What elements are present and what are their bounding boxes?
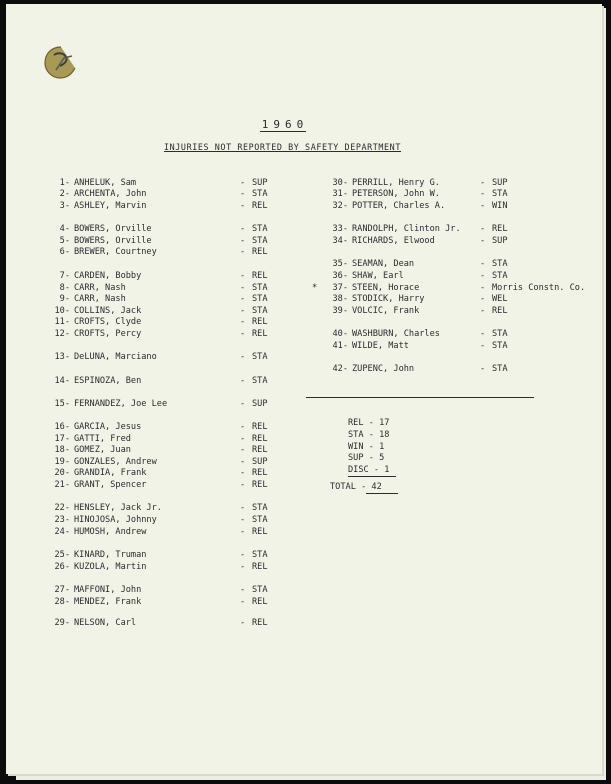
entry-number: 26- — [54, 562, 70, 572]
department-code: STA — [252, 306, 268, 316]
employee-name: CROFTS, Percy — [74, 329, 142, 339]
dash-separator: - — [240, 527, 246, 537]
entry-number: 36- — [332, 271, 348, 281]
employee-name: BOWERS, Orville — [74, 236, 152, 246]
employee-name: BREWER, Courtney — [74, 247, 157, 257]
employee-name: DeLUNA, Marciano — [74, 352, 157, 362]
entry-number: 16- — [54, 422, 70, 432]
employee-name: CARDEN, Bobby — [74, 271, 142, 281]
summary-total: TOTAL - 42 — [330, 482, 382, 492]
summary-line: STA - 18 — [348, 430, 390, 440]
department-code: STA — [492, 364, 508, 374]
entry-number: 35- — [332, 259, 348, 269]
dash-separator: - — [480, 329, 486, 339]
document-title: INJURIES NOT REPORTED BY SAFETY DEPARTMENT — [164, 142, 401, 152]
department-code: Morris Constn. Co. — [492, 283, 586, 293]
dash-separator: - — [240, 294, 246, 304]
entry-number: 40- — [332, 329, 348, 339]
summary-label: REL — [348, 418, 364, 428]
total-underline — [366, 493, 398, 494]
entry-number: 6- — [59, 247, 70, 257]
employee-name: VOLCIC, Frank — [352, 306, 420, 316]
department-code: SUP — [492, 236, 508, 246]
department-code: STA — [252, 236, 268, 246]
employee-name: FERNANDEZ, Joe Lee — [74, 399, 168, 409]
employee-name: CARR, Nash — [74, 294, 126, 304]
department-code: REL — [252, 480, 268, 490]
department-code: STA — [492, 341, 508, 351]
department-code: STA — [492, 259, 508, 269]
entry-number: 14- — [54, 376, 70, 386]
employee-name: RICHARDS, Elwood — [352, 236, 435, 246]
dash-separator: - — [240, 503, 246, 513]
dash-separator: - — [480, 201, 486, 211]
department-code: SUP — [252, 178, 268, 188]
entry-number: 24- — [54, 527, 70, 537]
employee-name: SEAMAN, Dean — [352, 259, 415, 269]
entry-number: 15- — [54, 399, 70, 409]
summary-value: 17 — [379, 418, 390, 428]
entry-number: 20- — [54, 468, 70, 478]
dash-separator: - — [240, 597, 246, 607]
dash-separator: - — [240, 376, 246, 386]
dash-separator: - — [480, 341, 486, 351]
dash-separator: - — [240, 201, 246, 211]
employee-name: ARCHENTA, John — [74, 189, 147, 199]
entry-number: 10- — [54, 306, 70, 316]
dash-separator: - — [480, 236, 486, 246]
entry-number: 18- — [54, 445, 70, 455]
dash-separator: - — [480, 259, 486, 269]
dash-separator: - — [240, 515, 246, 525]
dash-separator: - — [480, 306, 486, 316]
department-code: REL — [252, 527, 268, 537]
dash-separator: - — [240, 399, 246, 409]
employee-name: RANDOLPH, Clinton Jr. — [352, 224, 461, 234]
employee-name: KUZOLA, Martin — [74, 562, 147, 572]
employee-name: CROFTS, Clyde — [74, 317, 142, 327]
department-code: REL — [252, 562, 268, 572]
dash-separator: - — [240, 271, 246, 281]
entry-number: 21- — [54, 480, 70, 490]
entry-number: 42- — [332, 364, 348, 374]
dash-separator: - — [480, 283, 486, 293]
employee-name: GONZALES, Andrew — [74, 457, 157, 467]
entry-number: 37- — [332, 283, 348, 293]
entry-number: 11- — [54, 317, 70, 327]
department-code: STA — [252, 550, 268, 560]
department-code: STA — [492, 189, 508, 199]
department-code: REL — [252, 271, 268, 281]
entry-number: 23- — [54, 515, 70, 525]
dash-separator: - — [240, 422, 246, 432]
entry-number: 29- — [54, 618, 70, 628]
employee-name: GARCIA, Jesus — [74, 422, 142, 432]
department-code: SUP — [492, 178, 508, 188]
entry-number: 1- — [59, 178, 70, 188]
entry-number: 32- — [332, 201, 348, 211]
department-code: REL — [252, 597, 268, 607]
department-code: STA — [492, 271, 508, 281]
employee-name: GRANT, Spencer — [74, 480, 147, 490]
dash-separator: - — [480, 178, 486, 188]
department-code: REL — [252, 445, 268, 455]
dash-separator: - — [240, 247, 246, 257]
dash-separator: - — [480, 271, 486, 281]
department-code: STA — [252, 189, 268, 199]
paper-clip-icon — [42, 44, 80, 82]
employee-name: PERRILL, Henry G. — [352, 178, 440, 188]
department-code: REL — [492, 306, 508, 316]
entry-number: 12- — [54, 329, 70, 339]
department-code: STA — [252, 376, 268, 386]
entry-number: 25- — [54, 550, 70, 560]
dash-separator: - — [240, 585, 246, 595]
summary-value: 1 — [384, 465, 390, 475]
employee-name: GRANDIA, Frank — [74, 468, 147, 478]
section-divider — [306, 397, 534, 398]
entry-number: 30- — [332, 178, 348, 188]
department-code: REL — [492, 224, 508, 234]
dash-separator: - — [240, 236, 246, 246]
employee-name: STODICK, Harry — [352, 294, 425, 304]
entry-number: 3- — [59, 201, 70, 211]
employee-name: ZUPENC, John — [352, 364, 415, 374]
entry-number: 8- — [59, 283, 70, 293]
asterisk-mark: * — [312, 283, 318, 293]
employee-name: HINOJOSA, Johnny — [74, 515, 157, 525]
department-code: WIN — [492, 201, 508, 211]
entry-number: 4- — [59, 224, 70, 234]
department-code: STA — [252, 515, 268, 525]
department-code: STA — [252, 585, 268, 595]
dash-separator: - — [240, 457, 246, 467]
dash-separator: - — [480, 364, 486, 374]
department-code: SUP — [252, 399, 268, 409]
entry-number: 34- — [332, 236, 348, 246]
department-code: STA — [252, 224, 268, 234]
department-code: STA — [492, 329, 508, 339]
department-code: STA — [252, 352, 268, 362]
year-underline — [260, 131, 306, 132]
summary-label: SUP — [348, 453, 364, 463]
employee-name: SHAW, Earl — [352, 271, 404, 281]
department-code: REL — [252, 329, 268, 339]
dash-separator: - — [480, 294, 486, 304]
entry-number: 19- — [54, 457, 70, 467]
entry-number: 33- — [332, 224, 348, 234]
total-label: TOTAL — [330, 482, 356, 492]
dash-separator: - — [240, 329, 246, 339]
summary-line: DISC - 1 — [348, 465, 390, 475]
employee-name: MENDEZ, Frank — [74, 597, 142, 607]
department-code: WEL — [492, 294, 508, 304]
dash-separator: - — [240, 468, 246, 478]
summary-line: SUP - 5 — [348, 453, 385, 463]
employee-name: POTTER, Charles A. — [352, 201, 446, 211]
dash-separator: - — [240, 562, 246, 572]
employee-name: HENSLEY, Jack Jr. — [74, 503, 162, 513]
dash-separator: - — [240, 224, 246, 234]
dash-separator: - — [480, 224, 486, 234]
employee-name: ANHELUK, Sam — [74, 178, 137, 188]
dash-separator: - — [240, 306, 246, 316]
department-code: REL — [252, 618, 268, 628]
employee-name: PETERSON, John W. — [352, 189, 440, 199]
dash-separator: - — [240, 445, 246, 455]
summary-line: WIN - 1 — [348, 442, 385, 452]
summary-value: 1 — [379, 442, 385, 452]
entry-number: 17- — [54, 434, 70, 444]
department-code: STA — [252, 503, 268, 513]
employee-name: ESPINOZA, Ben — [74, 376, 142, 386]
summary-label: DISC — [348, 465, 369, 475]
entry-number: 13- — [54, 352, 70, 362]
employee-name: WASHBURN, Charles — [352, 329, 440, 339]
summary-label: STA — [348, 430, 364, 440]
department-code: STA — [252, 283, 268, 293]
entry-number: 39- — [332, 306, 348, 316]
summary-value: 18 — [379, 430, 390, 440]
entry-number: 2- — [59, 189, 70, 199]
dash-separator: - — [240, 550, 246, 560]
dash-separator: - — [240, 317, 246, 327]
summary-underline — [348, 476, 396, 477]
entry-number: 31- — [332, 189, 348, 199]
employee-name: STEEN, Horace — [352, 283, 420, 293]
department-code: SUP — [252, 457, 268, 467]
employee-name: GOMEZ, Juan — [74, 445, 131, 455]
department-code: REL — [252, 434, 268, 444]
employee-name: WILDE, Matt — [352, 341, 409, 351]
department-code: REL — [252, 468, 268, 478]
department-code: REL — [252, 201, 268, 211]
entry-number: 9- — [59, 294, 70, 304]
dash-separator: - — [240, 189, 246, 199]
entry-number: 7- — [59, 271, 70, 281]
summary-line: REL - 17 — [348, 418, 390, 428]
department-code: STA — [252, 294, 268, 304]
dash-separator: - — [240, 352, 246, 362]
entry-number: 5- — [59, 236, 70, 246]
dash-separator: - — [240, 434, 246, 444]
summary-label: WIN — [348, 442, 364, 452]
department-code: REL — [252, 422, 268, 432]
dash-separator: - — [240, 480, 246, 490]
entry-number: 28- — [54, 597, 70, 607]
department-code: REL — [252, 247, 268, 257]
dash-separator: - — [480, 189, 486, 199]
total-value: 42 — [371, 482, 382, 492]
employee-name: HUMOSH, Andrew — [74, 527, 147, 537]
employee-name: CARR, Nash — [74, 283, 126, 293]
employee-name: MAFFONI, John — [74, 585, 142, 595]
dash-separator: - — [240, 178, 246, 188]
employee-name: KINARD, Truman — [74, 550, 147, 560]
entry-number: 38- — [332, 294, 348, 304]
entry-number: 27- — [54, 585, 70, 595]
employee-name: COLLINS, Jack — [74, 306, 142, 316]
entry-number: 22- — [54, 503, 70, 513]
summary-value: 5 — [379, 453, 385, 463]
employee-name: ASHLEY, Marvin — [74, 201, 147, 211]
document-year: 1960 — [261, 118, 309, 131]
entry-number: 41- — [332, 341, 348, 351]
employee-name: GATTI, Fred — [74, 434, 131, 444]
department-code: REL — [252, 317, 268, 327]
dash-separator: - — [240, 618, 246, 628]
employee-name: NELSON, Carl — [74, 618, 137, 628]
dash-separator: - — [240, 283, 246, 293]
employee-name: BOWERS, Orville — [74, 224, 152, 234]
